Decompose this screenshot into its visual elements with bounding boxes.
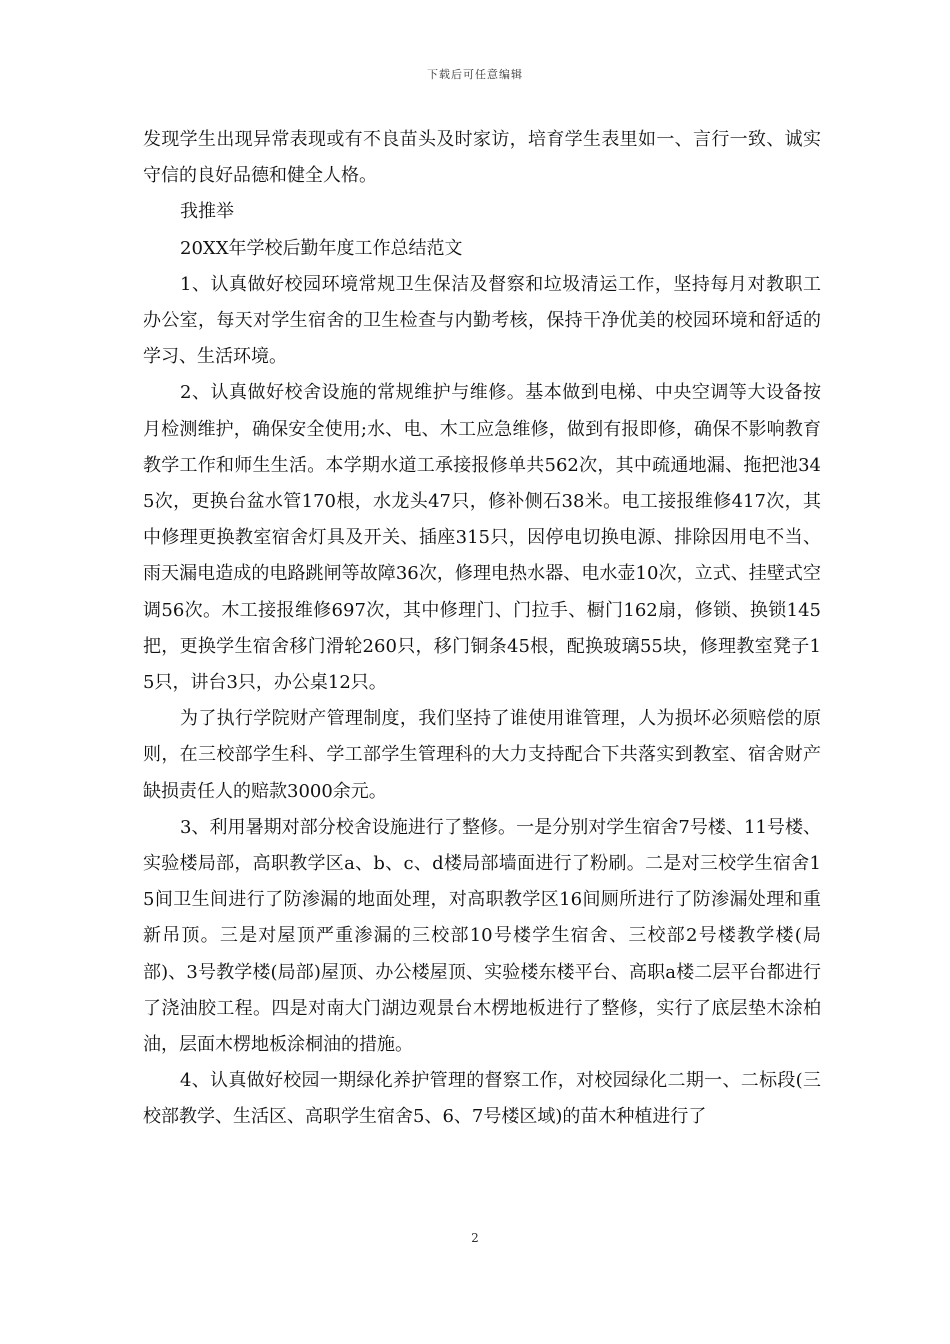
paragraph-item-1: 1、认真做好校园环境常规卫生保洁及督察和垃圾清运工作，坚持每月对教职工办公室，每天对学生宿舍的卫生检查与内勤考核，保持干净优美的校园环境和舒适的学习、生活环境。 [143, 273, 821, 368]
page-number: 2 [471, 1231, 479, 1245]
paragraph-item-3: 3、利用暑期对部分校舍设施进行了整修。一是分别对学生宿舍7号楼、11号楼、实验楼局部，高职教学区a、b、c、d楼局部墙面进行了粉刷。二是对三校学生宿舍15间卫生间进行了防渗漏的地面处理，对高职教学区16间厕所进行了防渗漏处理和重新吊顶。三是对屋顶严重渗漏的三校部10号楼学生宿舍、三校部2号楼教学楼(局部)、3号教学楼(局部)屋顶、办公楼屋顶、实验楼东楼平台、高职a楼二层平台都进行了浇油胶工程。四是对南大门湖边观景台木楞地板进行了整修，实行了底层垫木涂柏油，层面木楞地板涂桐油的措施。 [143, 816, 821, 1056]
paragraph-item-2: 2、认真做好校舍设施的常规维护与维修。基本做到电梯、中央空调等大设备按月检测维护，确保安全使用;水、电、木工应急维修，做到有报即修，确保不影响教育教学工作和师生生活。本学期水道工承接报修单共562次，其中疏通地漏、拖把池345次，更换台盆水管170根，水龙头47只，修补侧石38米。电工接报维修417次，其中修理更换教室宿舍灯具及开关、插座315只，因停电切换电源、排除因用电不当、雨天漏电造成的电路跳闸等故障36次，修理电热水器、电水壶10次，立式、挂壁式空调56次。木工接报维修697次，其中修理门、门拉手、橱门162扇，修锁、换锁145把，更换学生宿舍移门滑轮260只，移门铜条45根，配换玻璃55块，修理教室凳子15只，讲台3只，办公桌12只。 [143, 382, 821, 694]
paragraph-recommend: 我推举 [180, 201, 234, 223]
paragraph-continued: 发现学生出现异常表现或有不良苗头及时家访，培育学生表里如一、言行一致、诚实守信的良好品德和健全人格。 [143, 129, 821, 187]
document-body [143, 122, 821, 1136]
paragraph-property-management: 为了执行学院财产管理制度，我们坚持了谁使用谁管理，人为损坏必须赔偿的原则，在三校部学生科、学工部学生管理科的大力支持配合下共落实到教室、宿舍财产缺损责任人的赔款3000余元。 [143, 708, 821, 802]
paragraph-item-4: 4、认真做好校园一期绿化养护管理的督察工作，对校园绿化二期一、二标段(三校部教学、生活区、高职学生宿舍5、6、7号楼区域)的苗木种植进行了 [143, 1070, 821, 1128]
page-header-note: 下载后可任意编辑 [427, 68, 523, 81]
document-title: 20XX年学校后勤年度工作总结范文 [180, 237, 463, 259]
